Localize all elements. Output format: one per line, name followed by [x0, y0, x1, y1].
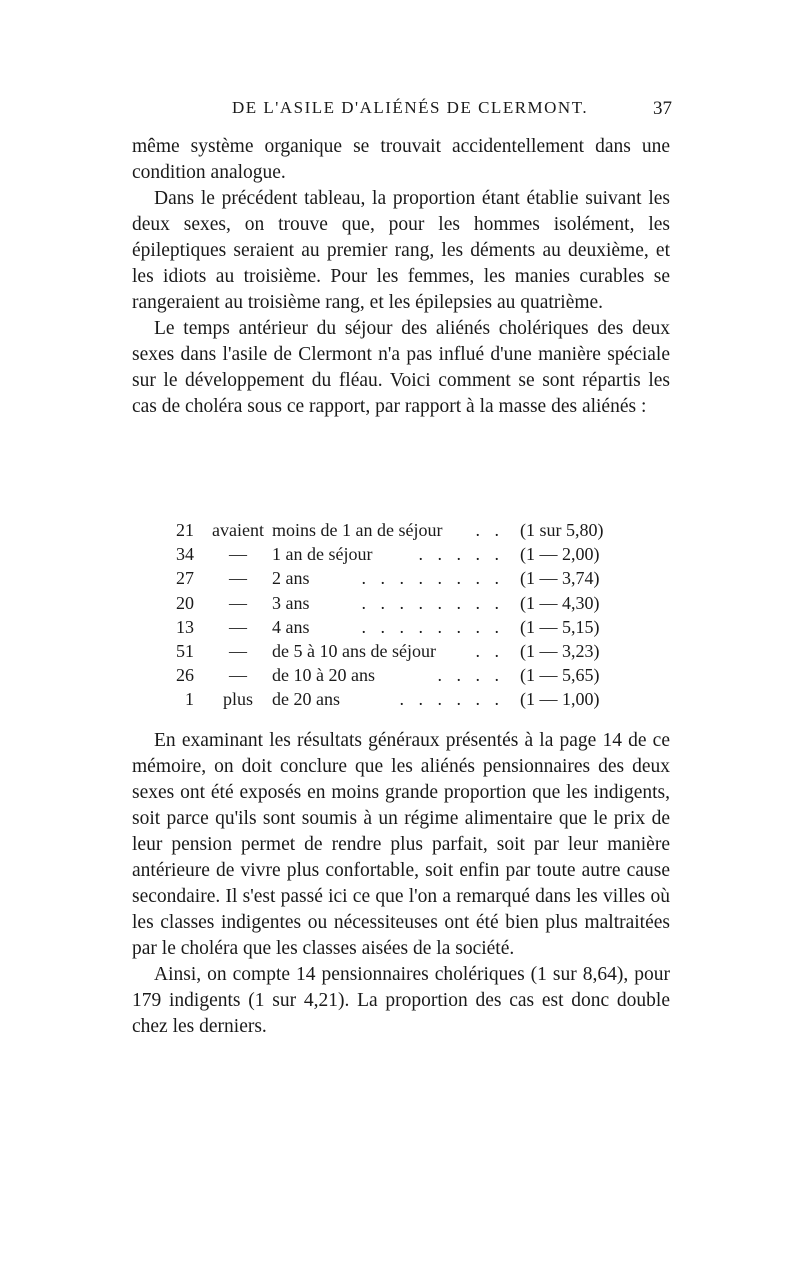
- table-ratio: (1 — 5,65): [520, 665, 600, 686]
- text-block-before-table: [132, 134, 670, 420]
- table-ratio: (1 sur 5,80): [520, 520, 604, 540]
- page-number: 37: [653, 98, 672, 119]
- table-ratio: (1 — 5,15): [520, 616, 600, 637]
- table-row: [160, 615, 630, 639]
- table-row: [160, 639, 630, 663]
- stay-duration-table: [160, 518, 630, 712]
- table-description: de 10 à 20 ans: [272, 665, 375, 686]
- paragraph-continued: même système organique se trouvait accidentellement dans une condition analogue.: [132, 136, 670, 183]
- table-leader-dots: . . . . . . . .: [361, 592, 504, 613]
- table-connector: —: [229, 592, 247, 613]
- running-title: DE L'ASILE D'ALIÉNÉS DE CLERMONT.: [232, 98, 589, 117]
- table-description: de 5 à 10 ans de séjour: [272, 640, 436, 661]
- table-count: 1: [185, 689, 194, 710]
- table-row: [160, 591, 630, 615]
- table-leader-dots: . . . . .: [418, 544, 504, 565]
- table-ratio: (1 — 1,00): [520, 689, 600, 710]
- table-row: [160, 687, 630, 711]
- table-description: moins de 1 an de séjour: [272, 520, 443, 540]
- table-leader-dots: . .: [475, 520, 504, 540]
- table-leader-dots: . .: [475, 640, 504, 661]
- table-row: [160, 663, 630, 687]
- table-row: [160, 518, 630, 542]
- table-connector: plus: [222, 689, 253, 710]
- table-count: 21: [176, 520, 194, 540]
- table-leader-dots: . . . .: [437, 665, 504, 686]
- table-row: [160, 542, 630, 566]
- table-count: 27: [176, 568, 194, 589]
- table-leader-dots: . . . . . . . .: [361, 568, 504, 589]
- table-count: 13: [176, 616, 194, 637]
- table-description: 1 an de séjour: [272, 544, 373, 565]
- table-count: 34: [176, 544, 194, 565]
- table-ratio: (1 — 4,30): [520, 592, 600, 613]
- table-count: 51: [176, 640, 194, 661]
- text-block-after-table: [132, 728, 670, 1040]
- running-head: [132, 98, 672, 124]
- table-description: 4 ans: [272, 616, 310, 637]
- table-row: [160, 566, 630, 590]
- table-connector: —: [229, 640, 247, 661]
- table-connector: —: [229, 544, 247, 565]
- table-count: 20: [176, 592, 194, 613]
- paragraph: Dans le précédent tableau, la proportion étant établie suivant les deux sexes, on trouve que, pour les hommes isolément, les épileptiques seraient au premier rang, les déments au deuxième, et les idiots au troisième. Pour les femmes, les manies curables se rangeraient au troisième rang, et les épilepsies au quatrième.: [132, 188, 670, 313]
- table-connector: avaient: [212, 520, 264, 540]
- table-ratio: (1 — 2,00): [520, 544, 600, 565]
- table-description: 3 ans: [272, 592, 310, 613]
- table-connector: —: [229, 665, 247, 686]
- table-connector: —: [229, 568, 247, 589]
- table-ratio: (1 — 3,23): [520, 640, 600, 661]
- table-ratio: (1 — 3,74): [520, 568, 600, 589]
- table-leader-dots: . . . . . .: [399, 689, 504, 710]
- table-description: de 20 ans: [272, 689, 340, 710]
- paragraph: Ainsi, on compte 14 pensionnaires cholériques (1 sur 8,64), pour 179 indigents (1 sur 4,21). La proportion des cas est donc double chez les derniers.: [132, 964, 670, 1037]
- paragraph: Le temps antérieur du séjour des aliénés cholériques des deux sexes dans l'asile de Clermont n'a pas influé d'une manière spéciale sur le développement du fléau. Voici comment se sont répartis les cas de choléra sous ce rapport, par rapport à la masse des aliénés :: [132, 318, 670, 417]
- table-count: 26: [176, 665, 194, 686]
- table-connector: —: [229, 616, 247, 637]
- paragraph: En examinant les résultats généraux présentés à la page 14 de ce mémoire, on doit conclure que les aliénés pensionnaires des deux sexes ont été exposés en moins grande proportion que les indigents, soit parce qu'ils sont soumis à un régime alimentaire que le prix de leur pension permet de rendre plus parfait, soit par leur manière antérieure de vivre plus confortable, soit enfin par toute autre cause secondaire. Il s'est passé ici ce que l'on a remarqué dans les villes où les classes indigentes ou nécessiteuses ont été bien plus maltraitées par le choléra que les classes aisées de la société.: [132, 730, 670, 959]
- table-description: 2 ans: [272, 568, 310, 589]
- table-leader-dots: . . . . . . . .: [361, 616, 504, 637]
